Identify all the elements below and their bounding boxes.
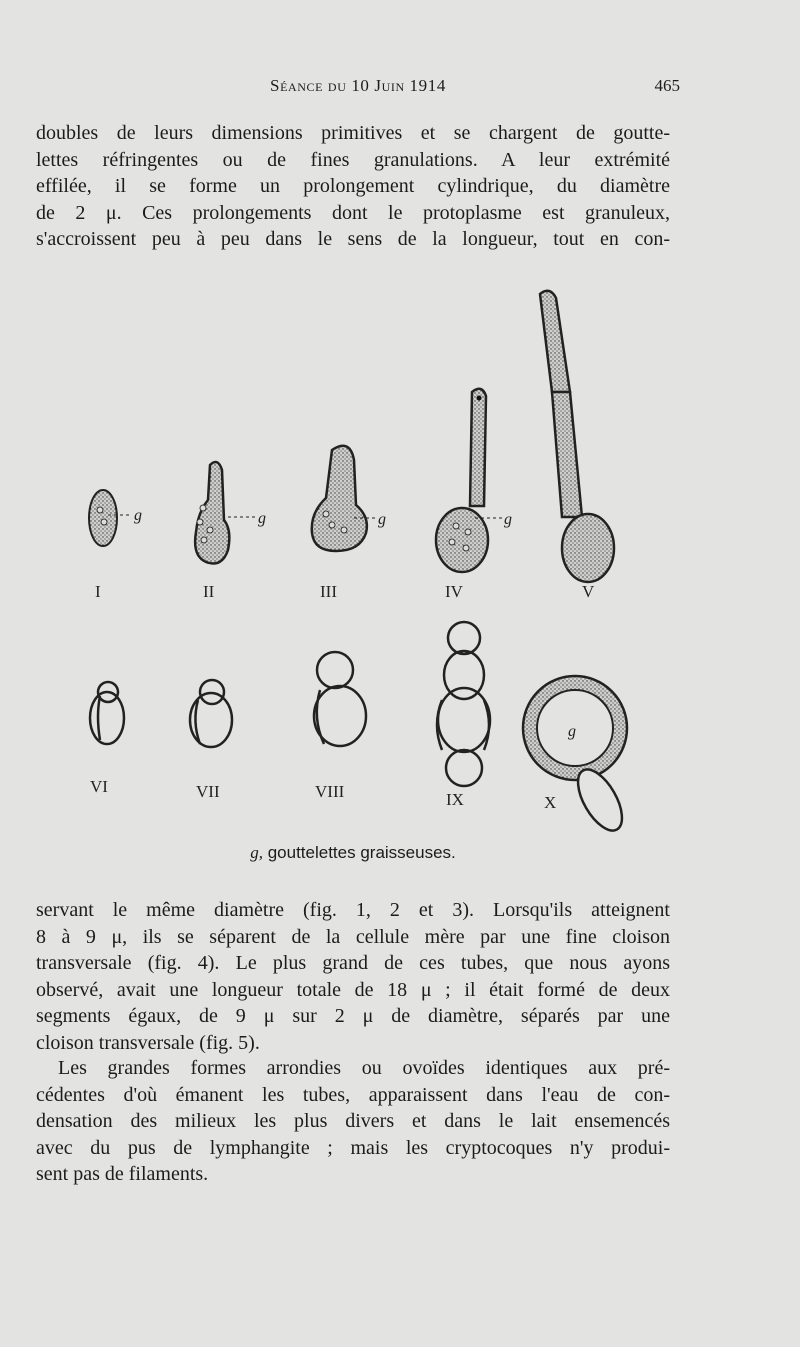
figure-drawing [70,280,650,840]
text-line: avec du pus de lymphangite ; mais les cryptocoques n'y produi- [36,1136,670,1159]
cell-figure-9 [437,622,490,786]
cell-figure-4 [436,389,502,572]
cell-figure-2 [195,462,256,564]
text-line: servant le même diamètre (fig. 1, 2 et 3). Lorsqu'ils atteignent [36,899,670,921]
g-marker: g [504,511,512,528]
figure-label: VII [196,782,220,801]
figure-label: III [320,582,337,601]
running-head: Séance du 10 Juin 1914 [270,76,446,95]
cell-figure-7 [190,680,232,747]
text-line: observé, avait une longueur totale de 18 μ ; il était formé de deux [36,978,670,1001]
paragraph-3 [36,1055,670,1188]
figure-label: IX [446,790,464,809]
paragraph-2 [36,897,670,1056]
text-line: 8 à 9 μ, ils se séparent de la cellule mère par une fine cloison [36,925,670,948]
text-line: cédentes d'où émanent les tubes, apparaissent dans l'eau de con- [36,1083,670,1106]
text-line: segments égaux, de 9 μ sur 2 μ de diamètre, séparés par une [36,1005,670,1027]
text-line: effilée, il se forme un prolongement cylindrique, du diamètre [36,175,670,197]
text-line: sent pas de filaments. [36,1163,209,1185]
text-line: Les grandes formes arrondies ou ovoïdes identiques aux pré- [58,1057,670,1079]
figure-cell-forms [70,280,650,840]
page-header [36,76,680,100]
cell-figure-5 [540,291,614,582]
text-line: de 2 μ. Ces prolongements dont le protoplasme est granuleux, [36,201,670,224]
page-number: 465 [654,76,680,95]
figure-label: II [203,582,215,601]
figure-label: I [95,582,101,601]
text-line: cloison transversale (fig. 5). [36,1031,260,1054]
cell-figure-6 [90,682,124,744]
figure-label: IV [445,582,463,601]
g-marker: g [378,511,386,528]
g-marker: g [258,510,266,527]
text-line: lettes réfringentes ou de fines granulations. A leur extrémité [36,148,670,171]
cell-figure-8 [314,652,366,746]
cell-figure-10 [523,676,631,837]
text-line: densation des milieux les plus divers et dans le lait ensemencés [36,1110,670,1132]
figure-label: VI [90,777,108,796]
figure-caption [0,843,706,863]
figure-label: VIII [315,782,345,801]
caption-symbol: g, [250,843,263,862]
text-line: transversale (fig. 4). Le plus grand de ces tubes, que nous ayons [36,952,670,974]
text-line: s'accroissent peu à peu dans le sens de la longueur, tout en con- [36,228,670,250]
cell-figure-1 [89,490,132,546]
caption-text: gouttelettes graisseuses. [267,843,456,862]
g-marker: g [568,723,576,740]
text-line: doubles de leurs dimensions primitives et se chargent de goutte- [36,122,670,144]
cell-figure-3 [312,446,376,551]
paragraph-1 [36,120,670,253]
g-marker: g [134,507,142,524]
figure-label: X [544,793,557,812]
figure-label: V [582,582,595,601]
